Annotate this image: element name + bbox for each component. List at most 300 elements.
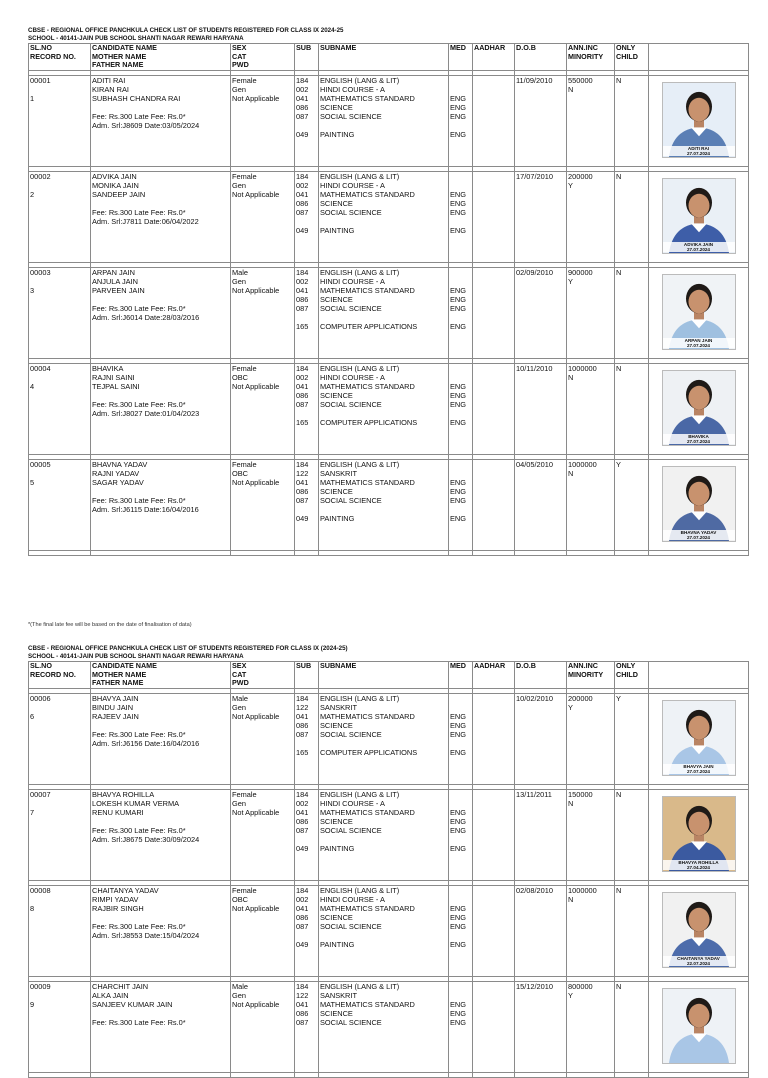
only-child: N	[616, 981, 622, 991]
mother-name: KIRAN RAI	[92, 84, 129, 94]
mother-name: RIMPI YADAV	[92, 894, 139, 904]
subject-name	[320, 739, 447, 748]
subject-code: 041	[296, 381, 309, 391]
annual-income: 800000	[568, 981, 593, 991]
subject-name: SOCIAL SCIENCE	[320, 729, 382, 739]
pwd-status: Not Applicable	[232, 807, 280, 817]
subject-code: 086	[296, 198, 309, 208]
dob-cell	[515, 459, 567, 550]
report-title: CBSE - REGIONAL OFFICE PANCHKULA CHECK LIST OF STUDENTS REGISTERED FOR CLASS IX 2024-25	[28, 27, 344, 34]
subject-code-cell	[295, 267, 319, 358]
admission-line: Adm. Srl:J8609 Date:03/05/2024	[92, 120, 200, 130]
annual-income: 550000	[568, 75, 593, 85]
medium-cell	[449, 885, 473, 976]
col-subname-header-line: SUBNAME	[320, 661, 357, 670]
col-onlychild-header-line: CHILD	[616, 51, 638, 61]
photo-caption-line: BHAVIKA	[688, 433, 709, 439]
photo-caption-line: 27.07.2024	[687, 534, 710, 540]
only-child: N	[616, 363, 622, 373]
category: Gen	[232, 798, 246, 808]
subject-name: MATHEMATICS STANDARD	[320, 903, 415, 913]
student-photo	[662, 466, 736, 542]
subject-name: PAINTING	[320, 129, 355, 139]
category: Gen	[232, 84, 246, 94]
subject-code: 184	[296, 693, 309, 703]
subject-name: ENGLISH (LANG & LIT)	[320, 459, 400, 469]
subject-name-cell	[319, 885, 449, 976]
subject-name: COMPUTER APPLICATIONS	[320, 321, 418, 331]
category: OBC	[232, 372, 249, 382]
medium: ENG	[450, 294, 467, 304]
subject-name: SCIENCE	[320, 102, 353, 112]
col-sex-header	[231, 44, 295, 71]
medium	[450, 886, 471, 895]
subject-code-cell	[295, 981, 319, 1072]
subject-code: 087	[296, 207, 309, 217]
subject-name-cell	[319, 267, 449, 358]
sex-cat-cell	[231, 981, 295, 1072]
subject-code: 087	[296, 1017, 309, 1027]
subject-name: SCIENCE	[320, 294, 353, 304]
col-onlychild-header	[615, 662, 649, 689]
medium-cell	[449, 789, 473, 880]
fee-line: Fee: Rs.300 Late Fee: Rs.0*	[92, 399, 186, 409]
only-child: N	[616, 789, 622, 799]
serial-no: 8	[30, 903, 35, 913]
medium	[450, 991, 471, 1000]
student-row	[29, 459, 749, 550]
subject-name: MATHEMATICS STANDARD	[320, 711, 415, 721]
medium	[450, 1036, 471, 1045]
student-row	[29, 363, 749, 454]
medium: ENG	[450, 390, 467, 400]
subject-code-cell	[295, 789, 319, 880]
income-cell	[567, 171, 615, 262]
col-sex-header	[231, 662, 295, 689]
subject-name-cell	[319, 459, 449, 550]
record-cell	[29, 459, 91, 550]
record-cell	[29, 981, 91, 1072]
father-name: SAGAR YADAV	[92, 477, 144, 487]
col-anninc-header-line: ANN.INC	[568, 661, 598, 670]
father-name: RAJBIR SINGH	[92, 903, 144, 913]
aadhar-cell	[473, 363, 515, 454]
col-aadhar-header	[473, 662, 515, 689]
admission-line: Adm. Srl:J6115 Date:16/04/2016	[92, 504, 199, 514]
sex: Male	[232, 981, 249, 991]
subject-name	[320, 1036, 447, 1045]
father-name: TEJPAL SAINI	[92, 381, 140, 391]
col-sex-header-line: SEX	[232, 661, 247, 670]
father-name: SANJEEV KUMAR JAIN	[92, 999, 173, 1009]
pwd-status: Not Applicable	[232, 93, 280, 103]
student-row	[29, 789, 749, 880]
subject-code	[296, 505, 317, 514]
sex: Female	[232, 885, 257, 895]
subject-name-cell	[319, 981, 449, 1072]
fee-line: Fee: Rs.300 Late Fee: Rs.0*	[92, 1017, 186, 1027]
subject-code	[296, 121, 317, 130]
date-of-birth: 11/09/2010	[516, 75, 553, 85]
medium	[450, 505, 471, 514]
subject-code: 041	[296, 999, 309, 1009]
subject-code-cell	[295, 459, 319, 550]
subject-code: 087	[296, 729, 309, 739]
subject-name-cell	[319, 789, 449, 880]
photo-caption-line: BHAVYA ROHILLA	[678, 859, 719, 865]
medium-cell	[449, 171, 473, 262]
subject-code	[296, 739, 317, 748]
subject-name: ENGLISH (LANG & LIT)	[320, 789, 400, 799]
header-row	[29, 662, 749, 689]
photo-cell	[649, 693, 749, 784]
annual-income: 1000000	[568, 459, 597, 469]
photo-cell	[649, 789, 749, 880]
subject-code: 184	[296, 459, 309, 469]
col-anninc-header-line: ANN.INC	[568, 43, 598, 52]
subject-code: 086	[296, 486, 309, 496]
medium	[450, 469, 471, 478]
subject-name: SOCIAL SCIENCE	[320, 303, 382, 313]
only-child-cell	[615, 885, 649, 976]
subject-code	[296, 1027, 317, 1036]
subject-name	[320, 1027, 447, 1036]
subject-name	[320, 505, 447, 514]
subject-code: 002	[296, 276, 309, 286]
medium: ENG	[450, 843, 467, 853]
subject-name: MATHEMATICS STANDARD	[320, 999, 415, 1009]
income-cell	[567, 693, 615, 784]
medium	[450, 217, 471, 226]
subject-name: HINDI COURSE - A	[320, 372, 385, 382]
photo-caption-line: BHAVYA JAIN	[683, 763, 714, 769]
father-name: RENU KUMARI	[92, 807, 144, 817]
medium	[450, 703, 471, 712]
subject-name: MATHEMATICS STANDARD	[320, 189, 415, 199]
fee-line: Fee: Rs.300 Late Fee: Rs.0*	[92, 303, 186, 313]
subject-name: SOCIAL SCIENCE	[320, 111, 382, 121]
candidate-cell	[91, 885, 231, 976]
col-photo-header	[649, 662, 749, 689]
candidate-name: BHAVNA YADAV	[92, 459, 148, 469]
subject-code: 002	[296, 798, 309, 808]
father-name: SANDEEP JAIN	[92, 189, 146, 199]
medium: ENG	[450, 939, 467, 949]
medium	[450, 76, 471, 85]
medium: ENG	[450, 381, 467, 391]
candidate-name: ADVIKA JAIN	[92, 171, 137, 181]
subject-code: 122	[296, 990, 309, 1000]
subject-name: SOCIAL SCIENCE	[320, 825, 382, 835]
col-subname-header	[319, 44, 449, 71]
record-cell	[29, 885, 91, 976]
photo-cell	[649, 459, 749, 550]
col-dob-header-line: D.O.B	[516, 661, 536, 670]
subject-code: 041	[296, 807, 309, 817]
income-cell	[567, 363, 615, 454]
income-cell	[567, 459, 615, 550]
photo-cell	[649, 981, 749, 1072]
photo-caption	[663, 242, 735, 252]
subject-name: HINDI COURSE - A	[320, 894, 385, 904]
col-candidate-header-line: FATHER NAME	[92, 60, 144, 70]
only-child-cell	[615, 171, 649, 262]
candidate-name: BHAVYA ROHILLA	[92, 789, 155, 799]
record-no: 00003	[30, 267, 51, 277]
subject-code: 049	[296, 513, 309, 523]
medium	[450, 694, 471, 703]
subject-code-cell	[295, 693, 319, 784]
subject-code: 087	[296, 495, 309, 505]
medium: ENG	[450, 720, 467, 730]
photo-caption-line: 27.07.2024	[687, 768, 710, 774]
medium	[450, 799, 471, 808]
only-child-cell	[615, 267, 649, 358]
sex-cat-cell	[231, 693, 295, 784]
date-of-birth: 13/11/2011	[516, 789, 552, 799]
col-med-header	[449, 662, 473, 689]
medium	[450, 85, 471, 94]
aadhar-cell	[473, 267, 515, 358]
only-child-cell	[615, 459, 649, 550]
admission-line: Adm. Srl:J8027 Date:01/04/2023	[92, 408, 200, 418]
record-cell	[29, 789, 91, 880]
subject-code: 041	[296, 477, 309, 487]
col-sex-header-line: CAT	[232, 51, 247, 61]
subject-name: ENGLISH (LANG & LIT)	[320, 75, 400, 85]
medium: ENG	[450, 321, 467, 331]
serial-no: 4	[30, 381, 35, 391]
col-aadhar-header-line: AADHAR	[474, 43, 506, 52]
col-anninc-header	[567, 44, 615, 71]
subject-code: 041	[296, 285, 309, 295]
minority: N	[568, 798, 574, 808]
school-line: SCHOOL - 40141-JAIN PUB SCHOOL SHANTI NAGAR REWARI HARYANA	[28, 653, 244, 660]
medium: ENG	[450, 1008, 467, 1018]
register-section-1	[28, 27, 748, 556]
col-candidate-header-line: MOTHER NAME	[92, 51, 147, 61]
pwd-status: Not Applicable	[232, 711, 280, 721]
pwd-status: Not Applicable	[232, 903, 280, 913]
col-dob-header	[515, 662, 567, 689]
student-photo	[662, 82, 736, 158]
student-photo	[662, 178, 736, 254]
subject-code	[296, 1036, 317, 1045]
candidate-name: CHAITANYA YADAV	[92, 885, 159, 895]
subject-name: HINDI COURSE - A	[320, 276, 385, 286]
student-table	[28, 43, 749, 556]
subject-code: 086	[296, 1008, 309, 1018]
col-aadhar-header	[473, 44, 515, 71]
fee-line: Fee: Rs.300 Late Fee: Rs.0*	[92, 921, 186, 931]
medium	[450, 277, 471, 286]
col-onlychild-header-line: CHILD	[616, 669, 638, 679]
aadhar-cell	[473, 459, 515, 550]
subject-name: SCIENCE	[320, 720, 353, 730]
medium: ENG	[450, 285, 467, 295]
spacer-row	[29, 550, 749, 555]
medium	[450, 172, 471, 181]
subject-name	[320, 313, 447, 322]
photo-caption	[663, 146, 735, 156]
student-row	[29, 981, 749, 1072]
col-subname-header	[319, 662, 449, 689]
subject-name: MATHEMATICS STANDARD	[320, 807, 415, 817]
subject-code: 002	[296, 894, 309, 904]
record-no: 00005	[30, 459, 51, 469]
fee-line: Fee: Rs.300 Late Fee: Rs.0*	[92, 111, 186, 121]
only-child: N	[616, 171, 622, 181]
subject-code: 122	[296, 702, 309, 712]
col-onlychild-header	[615, 44, 649, 71]
medium: ENG	[450, 477, 467, 487]
col-sub-header-line: SUB	[296, 43, 312, 52]
category: Gen	[232, 180, 246, 190]
minority: N	[568, 894, 574, 904]
candidate-name: ADITI RAI	[92, 75, 126, 85]
photo-caption-line: 27.04.2024	[687, 864, 710, 870]
subject-name: SOCIAL SCIENCE	[320, 495, 382, 505]
subject-code: 041	[296, 903, 309, 913]
subject-name: HINDI COURSE - A	[320, 798, 385, 808]
record-cell	[29, 693, 91, 784]
medium	[450, 1027, 471, 1036]
photo-cell	[649, 363, 749, 454]
mother-name: ALKA JAIN	[92, 990, 129, 1000]
medium	[450, 739, 471, 748]
subject-name: ENGLISH (LANG & LIT)	[320, 267, 400, 277]
col-candidate-header-line: CANDIDATE NAME	[92, 661, 157, 670]
medium: ENG	[450, 999, 467, 1009]
medium	[450, 181, 471, 190]
col-sub-header	[295, 44, 319, 71]
medium-cell	[449, 267, 473, 358]
serial-no: 6	[30, 711, 35, 721]
subject-name: SCIENCE	[320, 198, 353, 208]
student-table	[28, 661, 749, 1078]
medium	[450, 268, 471, 277]
subject-name-cell	[319, 75, 449, 166]
col-slno-header-line: SL.NO	[30, 661, 52, 670]
subject-name	[320, 121, 447, 130]
serial-no: 1	[30, 93, 35, 103]
admission-line: Adm. Srl:J7811 Date:06/04/2022	[92, 216, 199, 226]
subject-code-cell	[295, 75, 319, 166]
photo-caption-line: BHAVNA YADAV	[680, 529, 717, 535]
subject-name: SCIENCE	[320, 1008, 353, 1018]
category: Gen	[232, 702, 246, 712]
subject-name: SCIENCE	[320, 912, 353, 922]
photo-caption	[663, 764, 735, 774]
subject-code: 049	[296, 129, 309, 139]
candidate-cell	[91, 267, 231, 358]
sex-cat-cell	[231, 789, 295, 880]
candidate-name: BHAVYA JAIN	[92, 693, 139, 703]
medium-cell	[449, 981, 473, 1072]
subject-code: 086	[296, 816, 309, 826]
aadhar-cell	[473, 75, 515, 166]
dob-cell	[515, 363, 567, 454]
only-child-cell	[615, 789, 649, 880]
col-sub-header	[295, 662, 319, 689]
category: OBC	[232, 468, 249, 478]
income-cell	[567, 267, 615, 358]
fee-line: Fee: Rs.300 Late Fee: Rs.0*	[92, 825, 186, 835]
subject-name: ENGLISH (LANG & LIT)	[320, 885, 400, 895]
annual-income: 200000	[568, 693, 593, 703]
fee-line: Fee: Rs.300 Late Fee: Rs.0*	[92, 207, 186, 217]
sex: Female	[232, 75, 257, 85]
medium: ENG	[450, 495, 467, 505]
medium: ENG	[450, 111, 467, 121]
col-med-header	[449, 44, 473, 71]
only-child-cell	[615, 75, 649, 166]
subject-name: MATHEMATICS STANDARD	[320, 381, 415, 391]
photo-caption-line: CHAITANYA YADAV	[677, 955, 720, 961]
medium	[450, 931, 471, 940]
pwd-status: Not Applicable	[232, 381, 280, 391]
medium: ENG	[450, 711, 467, 721]
col-candidate-header	[91, 662, 231, 689]
subject-name: SOCIAL SCIENCE	[320, 921, 382, 931]
only-child-cell	[615, 693, 649, 784]
record-cell	[29, 363, 91, 454]
dob-cell	[515, 267, 567, 358]
col-slno-header-line: RECORD NO.	[30, 51, 76, 61]
pwd-status: Not Applicable	[232, 285, 280, 295]
col-subname-header-line: SUBNAME	[320, 43, 357, 52]
subject-code	[296, 217, 317, 226]
col-candidate-header-line: FATHER NAME	[92, 678, 144, 688]
sex: Male	[232, 693, 249, 703]
income-cell	[567, 75, 615, 166]
record-no: 00004	[30, 363, 51, 373]
medium: ENG	[450, 912, 467, 922]
subject-code	[296, 931, 317, 940]
candidate-cell	[91, 981, 231, 1072]
medium: ENG	[450, 807, 467, 817]
candidate-cell	[91, 363, 231, 454]
medium: ENG	[450, 189, 467, 199]
col-candidate-header	[91, 44, 231, 71]
serial-no: 7	[30, 807, 35, 817]
student-photo	[662, 274, 736, 350]
sex-cat-cell	[231, 459, 295, 550]
annual-income: 1000000	[568, 363, 597, 373]
subject-code: 184	[296, 885, 309, 895]
mother-name: MONIKA JAIN	[92, 180, 139, 190]
mother-name: LOKESH KUMAR VERMA	[92, 798, 180, 808]
student-photo	[662, 700, 736, 776]
student-photo	[662, 988, 736, 1064]
record-cell	[29, 171, 91, 262]
photo-caption	[663, 956, 735, 966]
photo-cell	[649, 267, 749, 358]
col-dob-header	[515, 44, 567, 71]
subject-name: ENGLISH (LANG & LIT)	[320, 363, 400, 373]
medium	[450, 982, 471, 991]
subject-code: 087	[296, 825, 309, 835]
subject-name	[320, 931, 447, 940]
subject-code-cell	[295, 171, 319, 262]
subject-code: 041	[296, 189, 309, 199]
candidate-cell	[91, 789, 231, 880]
only-child: N	[616, 75, 622, 85]
medium	[450, 895, 471, 904]
mother-name: RAJNI SAINI	[92, 372, 135, 382]
subject-code: 049	[296, 939, 309, 949]
record-no: 00007	[30, 789, 51, 799]
